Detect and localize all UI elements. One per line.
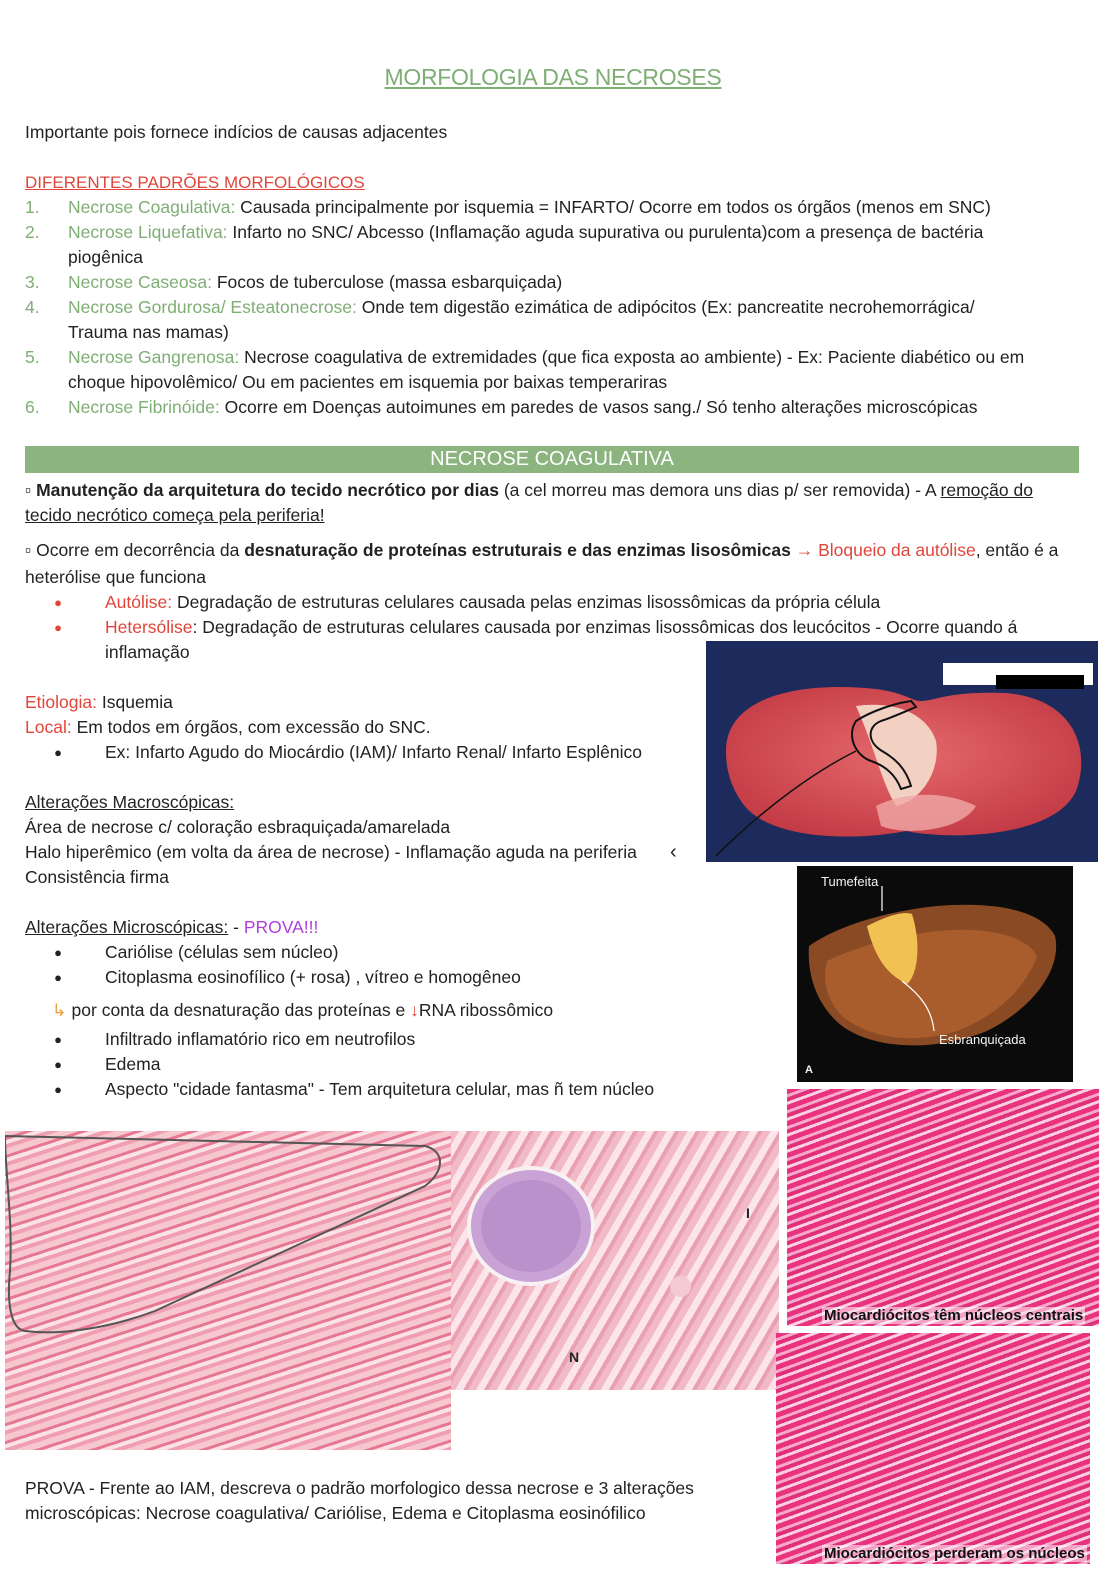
return-arrow-icon: ↳ [52, 1000, 67, 1020]
micro-item: Cariólise (células sem núcleo) [105, 942, 339, 962]
list-item-continuation: choque hipovolêmico/ Ou em pacientes em isquemia por baixas temperariras [68, 372, 668, 392]
text: Degradação de estruturas celulares causada pelas enzimas lisossômicas da própria célula [172, 592, 881, 612]
underlined-text: Alterações Microscópicas: [25, 917, 229, 937]
paragraph-architecture [25, 478, 1033, 503]
caption-lost-nuclei: Miocardiócitos perderam os núcleos [824, 1545, 1085, 1562]
bullet-icon: ● [54, 945, 62, 960]
list-item [68, 295, 975, 320]
local-example: Ex: Infarto Agudo do Miocárdio (IAM)/ Infarto Renal/ Infarto Esplênico [105, 742, 642, 762]
list-item [68, 195, 991, 220]
list-item-continuation: piogênica [68, 247, 143, 267]
list-number: 5. [25, 347, 40, 367]
glomerulus-illustration [451, 1131, 779, 1390]
bold-text: Manutenção da arquitetura do tecido necrótico por dias [36, 480, 499, 500]
list-number: 3. [25, 272, 40, 292]
paragraph-architecture-cont: tecido necrótico começa pela periferia! [25, 505, 325, 525]
bullet-icon: ● [54, 1057, 62, 1072]
pattern-text: Ocorre em Doenças autoimunes em paredes de vasos sang./ Só tenho alterações microscópicas [219, 397, 978, 417]
down-arrow-icon: ↓ [410, 1000, 419, 1020]
text: (a cel morreu mas demora uns dias p/ ser removida) - A [498, 480, 941, 500]
underlined-text: remoção do [940, 480, 1033, 500]
text: Isquemia [97, 692, 173, 712]
paragraph-denaturation [25, 538, 1058, 563]
list-number: 6. [25, 397, 40, 417]
pattern-text: Onde tem digestão ezimática de adipócitos (Ex: pancreatite necrohemorrágica/ [356, 297, 975, 317]
red-text: → Bloqueio da autólise [790, 540, 976, 560]
list-item [68, 395, 977, 420]
left-arrow-icon: ‹ [670, 841, 677, 863]
bullet-icon: ● [54, 1032, 62, 1047]
annotation-outline [5, 1131, 451, 1450]
caption-central-nuclei: Miocardiócitos têm núcleos centrais [824, 1307, 1084, 1324]
spleen-illustration [797, 866, 1073, 1082]
heterolise-item-cont: inflamação [105, 642, 190, 662]
micro-sub-note [52, 998, 553, 1023]
red-term: Hetersólise [105, 617, 193, 637]
list-number: 2. [25, 222, 40, 242]
intro-text: Importante pois fornece indícios de causas adjacentes [25, 122, 448, 142]
histology-normal-myocardium-photo [787, 1089, 1099, 1326]
micro-item: Edema [105, 1054, 161, 1074]
micro-item: Infiltrado inflamatório rico em neutrofilos [105, 1029, 416, 1049]
micro-item: Citoplasma eosinofílico (+ rosa) , vítreo e homogêneo [105, 967, 521, 987]
text: , então é a [975, 540, 1059, 560]
local [25, 715, 431, 740]
prova-tag: PROVA!!! [243, 917, 319, 937]
pattern-name: Necrose Liquefativa: [68, 222, 228, 242]
list-item [68, 345, 1024, 370]
bullet-icon: ● [54, 970, 62, 985]
page-title: MORFOLOGIA DAS NECROSES [384, 64, 722, 90]
pattern-name: Necrose Gangrenosa: [68, 347, 240, 367]
exam-note-line2: microscópicas: Necrose coagulativa/ Cariólise, Edema e Citoplasma eosinófilico [25, 1503, 646, 1523]
kidney-gross-photo [706, 641, 1098, 862]
red-term: Autólise: [105, 592, 173, 612]
pattern-text: Necrose coagulativa de extremidades (que fica exposta ao ambiente) - Ex: Paciente diabético ou em [239, 347, 1025, 367]
label-n: N [569, 1349, 580, 1365]
list-item [68, 270, 562, 295]
label-corner: A [805, 1064, 813, 1076]
square-bullet-icon: ▫ [25, 540, 32, 560]
histology-myocardium-photo [5, 1131, 451, 1450]
bullet-icon: ● [54, 1082, 62, 1097]
micro-item: Aspecto "cidade fantasma" - Tem arquitetura celular, mas ñ tem núcleo [105, 1079, 655, 1099]
pattern-name: Necrose Caseosa: [68, 272, 212, 292]
list-item [68, 220, 983, 245]
text: : Degradação de estruturas celulares causada por enzimas lisossômicas dos leucócitos - Ocorre quando á [192, 617, 1018, 637]
macro-line: Consistência firma [25, 867, 169, 887]
list-item-continuation: Trauma nas mamas) [68, 322, 229, 342]
square-bullet-icon: ▫ [25, 480, 32, 500]
etiologia [25, 690, 173, 715]
pattern-text: Infarto no SNC/ Abcesso (Inflamação aguda supurativa ou purulenta)com a presença de bactéria [227, 222, 984, 242]
pattern-name: Necrose Fibrinóide: [68, 397, 220, 417]
text: Ocorre em decorrência da [31, 540, 245, 560]
micro-heading [25, 915, 318, 940]
autolise-item [105, 590, 880, 615]
text: RNA ribossômico [418, 1000, 554, 1020]
pattern-text: Focos de tuberculose (massa esbarquiçada) [211, 272, 563, 292]
macro-line: Halo hiperêmico (em volta da área de necrose) - Inflamação aguda na periferia [25, 842, 637, 862]
macro-heading: Alterações Macroscópicas: [25, 792, 235, 812]
bullet-icon: ● [54, 595, 62, 610]
pattern-name: Necrose Coagulativa: [68, 197, 236, 217]
exam-note-line1: PROVA - Frente ao IAM, descreva o padrão morfologico dessa necrose e 3 alterações [25, 1478, 694, 1498]
list-number: 1. [25, 197, 40, 217]
text: por conta da desnaturação das proteínas e [66, 1000, 411, 1020]
heterolise-item [105, 615, 1017, 640]
macro-line: Área de necrose c/ coloração esbraquiçada/amarelada [25, 817, 451, 837]
pattern-text: Causada principalmente por isquemia = INFARTO/ Ocorre em todos os órgãos (menos em SNC) [235, 197, 991, 217]
list-number: 4. [25, 297, 40, 317]
label-esbranquicada: Esbranquiçada [939, 1032, 1026, 1047]
bullet-icon: ● [54, 620, 62, 635]
red-term: Local: [25, 717, 72, 737]
bold-text: desnaturação de proteínas estruturais e das enzimas lisosômicas [244, 540, 791, 560]
label-i: I [746, 1205, 750, 1221]
section-banner: NECROSE COAGULATIVA [25, 446, 1079, 473]
pattern-name: Necrose Gordurosa/ Esteatonecrose: [68, 297, 357, 317]
red-term: Etiologia: [25, 692, 97, 712]
histology-necrotic-myocardium-photo [776, 1333, 1090, 1564]
label-tumefeita: Tumefeita [821, 874, 879, 889]
text: - [228, 917, 244, 937]
text: Em todos em órgãos, com excessão do SNC. [71, 717, 431, 737]
spleen-gross-photo [797, 866, 1073, 1082]
patterns-heading: DIFERENTES PADRÕES MORFOLÓGICOS [25, 173, 365, 192]
kidney-illustration [706, 641, 1098, 862]
histology-kidney-photo [451, 1131, 779, 1390]
paragraph-denaturation-cont: heterólise que funciona [25, 567, 206, 587]
bullet-icon: ● [54, 745, 62, 760]
